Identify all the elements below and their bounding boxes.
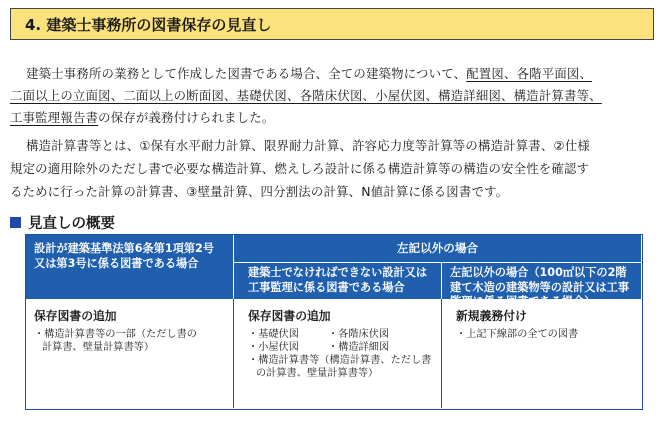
intro-line-6 [10, 181, 656, 203]
section-heading [10, 212, 115, 233]
intro-text: 規定の適用除外のただし書で必要な構造計算、燃えしろ設計に係る構造計算等の構造の安全性を確認す [10, 161, 590, 176]
list-item: 計算書、壁量計算書等） [42, 341, 155, 353]
table-cell-col3 [442, 299, 641, 408]
page-title: 4. 建築士事務所の図書保存の見直し [25, 15, 272, 34]
intro-line-3 [10, 107, 656, 129]
intro-text: の保存が義務付けられました。 [98, 110, 275, 125]
underlined-text: 工事監理報告書 [10, 110, 99, 125]
list-item: ・基礎伏図 [248, 328, 299, 340]
intro-line-1 [10, 63, 656, 85]
table-header-right-top: 左記以外の場合 [234, 235, 641, 263]
list-row [248, 328, 433, 341]
list-item: ・各階床伏図 [328, 328, 390, 340]
underlined-text: 配置図、各階平面図、 [466, 66, 593, 81]
table-cell-col2 [234, 299, 442, 408]
section-heading-text: 見直しの概要 [28, 216, 115, 232]
table-header-middle: 建築士でなければできない設計又は工事監理に係る図書である場合 [234, 263, 442, 299]
list-item: の計算書、壁量計算書等） [256, 367, 379, 379]
intro-line-4 [10, 135, 656, 157]
cell-title: 保存図書の追加 [34, 309, 117, 323]
intro-text: るために行った計算の計算書、③壁量計算、四分割法の計算、N値計算に係る図書です。 [10, 184, 509, 199]
cell-title: 保存図書の追加 [248, 309, 331, 323]
table-header-left: 設計が建築基準法第6条第1項第2号又は第3号に係る図書である場合 [26, 235, 234, 299]
cell-title: 新規義務付け [456, 309, 527, 323]
square-bullet-icon [10, 217, 21, 228]
intro-text: 建築士事務所の業務として作成した図書である場合、全ての建築物について、 [26, 66, 467, 81]
list-item: ・構造計算書等（構造計算書、ただし書 [248, 354, 432, 366]
intro-line-2 [10, 85, 656, 107]
table-header-right: 左記以外の場合（100㎡以下の2階建て木造の建築物等の設計又は工事監理に係る図書である場合） [442, 263, 641, 299]
underlined-text: 二面以上の立面図、二面以上の断面図、基礎伏図、各階床伏図、小屋伏図、構造詳細図、構造計算書等、 [10, 88, 602, 103]
list-item: ・構造計算書等の一部（ただし書の [34, 328, 197, 340]
list-item: ・小屋伏図 [248, 341, 299, 353]
list-item: ・上記下線部の全ての図書 [456, 328, 579, 340]
intro-text: 構造計算書等とは、①保有水平耐力計算、限界耐力計算、許容応力度等計算等の構造計算書、②仕様 [26, 138, 591, 153]
intro-line-5 [10, 158, 656, 180]
table-cell-col1 [26, 299, 234, 408]
list-row [248, 341, 433, 354]
section-title-box [10, 8, 654, 40]
overview-table [25, 234, 643, 410]
list-item: ・構造詳細図 [328, 341, 390, 353]
